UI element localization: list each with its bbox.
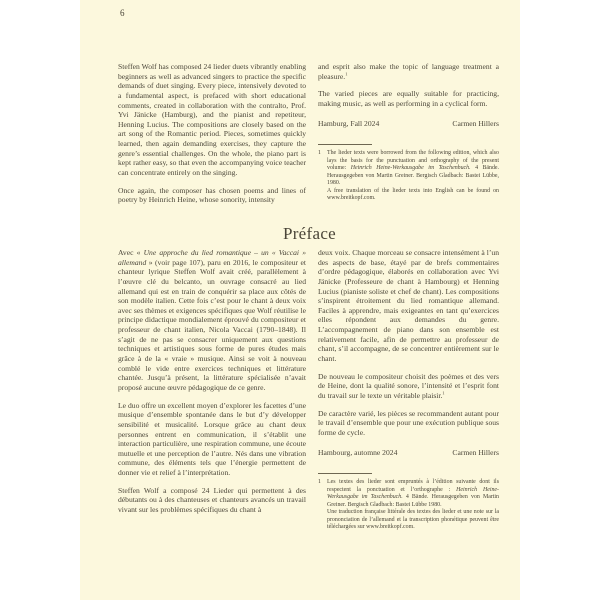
english-footnote-text: The lieder texts were borrowed from the following edition, which also lays the basis for the punctuation and orthography of the present volume: Heinrich Heine-Werkausgabe im Taschenbuch. 4 Bände. Herausgegeben von Martin Greiner. Bergisch Gladbach: Bastei Lübbe, 1980. xyxy=(327,150,500,187)
footnote-marker: 1 xyxy=(318,479,321,486)
french-signature-place-date: Hambourg, automne 2024 xyxy=(318,447,398,457)
french-footnote xyxy=(318,473,499,532)
english-column-left xyxy=(118,62,306,213)
french-paragraph-4: deux voix. Chaque morceau se consacre intensément à l’un des aspects de base, étayé par de brefs commentaires d’ordre pédagogique, élaborés en collaboration avec Yvi Jänicke (Professeure de chant à Hambourg) et Henning Lucius (pianiste soliste et chef de chant). Les compositions s’inspirent étroitement du lied romantique allemand. Faciles à apprendre, mais exigeantes en tant qu’exercices elles répondent aux demandes du genre. L’accompagnement de piano dans son ensemble est relativement facile, afin de permettre au professeur de chant, s’il accompagne, de se concentrer entièrement sur le chant. xyxy=(318,248,499,364)
english-footnote-body xyxy=(318,150,499,203)
french-footnote-text-line2: Une traduction française littérale des textes des lieder et une note sur la prononciation de l’allemand et la transcription phonétique peuvent être téléchargées sur www.breitkopf.com. xyxy=(327,509,499,531)
french-footnote-text: Les textes des lieder sont empruntés à l’édition suivante dont ils respectent la ponctuation et l’orthographe : Heinrich Heine-Werkausgabe im Taschenbuch. 4 Bände. Herausgegeben von Martin Greiner. Bergisch Gladbach: Bastei Lübbe 1980. xyxy=(327,479,500,508)
english-paragraph-4: The varied pieces are equally suitable for practicing, making music, as well as performing in a cyclical form. xyxy=(318,89,499,108)
french-column-right xyxy=(318,248,499,532)
english-footnote-text-line2: A free translation of the lieder texts into English can be found on www.breitkopf.com. xyxy=(327,187,499,202)
footnote-separator-rule xyxy=(318,144,372,145)
french-footnote-body xyxy=(318,479,499,532)
page-number: 6 xyxy=(120,8,125,18)
french-paragraph-1: Avec « Une approche du lied romantique – un « Vaccai » allemand » (voir page 107), paru en 2016, le compositeur et chanteur lyrique Steffen Wolf avait créé, parallèlement à l’œuvre clé du belcanto, un ouvrage consacré au lied allemand qui est en train de conquérir sa place aux côtés de son modèle italien. Cette fois c’est pour le chant à deux voix avec ses thèmes et exigences spécifiques que Wolf réutilise le principe didactique mondialement éprouvé du compositeur et professeur de chant italien, Nicola Vaccai (1790–1848). Il s’agit de ne pas se consacrer uniquement aux questions techniques et artistiques sous forme de pures études mais grâce à de la « vraie » musique. Ainsi se voit à nouveau comblé le vide entre exercices techniques et littérature chantée. Jusqu’à présent, la littérature spécialisée n’avait proposé aucune œuvre pédagogique de ce genre. xyxy=(118,248,306,392)
french-paragraph-5: De nouveau le compositeur choisit des poèmes et des vers de Heine, dont la qualité sonore, l’intensité et l’esprit font du travail sur le texte un véritable plaisir.$^1$ xyxy=(318,371,499,400)
english-column-right xyxy=(318,62,499,203)
english-paragraph-1: Steffen Wolf has composed 24 lieder duets vibrantly enabling beginners as well as advanced singers to practice the specific demands of duet singing. Every piece, intensively devoted to a fundamental aspect, is prefaced with short educational comments, created in collaboration with the contralto, Prof. Yvi Jänicke (Hamburg), and the pianist and repetiteur, Henning Lucius. The compositions are closely based on the art song of the Romantic period. Pieces, sometimes quickly learned, then again demanding exercises, they capture the genre’s essential challenges. On the whole, the piano part is kept rather easy, so that even the accompanying voice teacher can concentrate entirely on the singing. xyxy=(118,62,306,178)
english-signature-place-date: Hamburg, Fall 2024 xyxy=(318,118,380,128)
french-paragraph-6: De caractère varié, les pièces se recommandent autant pour le travail d’ensemble que pour une exécution publique sous forme de cycle. xyxy=(318,408,499,437)
english-signature-name: Carmen Hillers xyxy=(452,118,499,128)
footnote-separator-rule xyxy=(318,473,372,474)
french-paragraph-3: Steffen Wolf a composé 24 Lieder qui permettent à des débutants ou à des chanteuses et chanteurs avancés un travail vivant sur les problèmes spécifiques du chant à xyxy=(118,485,306,515)
french-column-left xyxy=(118,248,306,523)
english-signature-line xyxy=(318,119,499,129)
english-footnote xyxy=(318,144,499,203)
french-signature-name: Carmen Hillers xyxy=(452,447,499,457)
english-paragraph-3: and esprit also make the topic of language treatment a pleasure.$^1$ xyxy=(318,62,499,81)
preface-heading: Préface xyxy=(282,224,337,243)
english-paragraph-2: Once again, the composer has chosen poems and lines of poetry by Heinrich Heine, whose sonority, intensity xyxy=(118,185,306,205)
book-page xyxy=(80,0,520,600)
footnote-marker: 1 xyxy=(318,150,321,157)
french-signature-line xyxy=(318,448,499,458)
french-paragraph-2: Le duo offre un excellent moyen d’explorer les facettes d’une musique d’ensemble spontanée dans le but d’y développer sensibilité et musicalité. Lorsque grâce au chant deux personnes entrent en communication, il s’établit une interaction particulière, une respiration commune, une écoute mutuelle et une perception de l’autre. Nés dans une vibration commune, des éléments tels que l’énergie permettent de donner vie et relief à l’interprétation. xyxy=(118,400,306,478)
